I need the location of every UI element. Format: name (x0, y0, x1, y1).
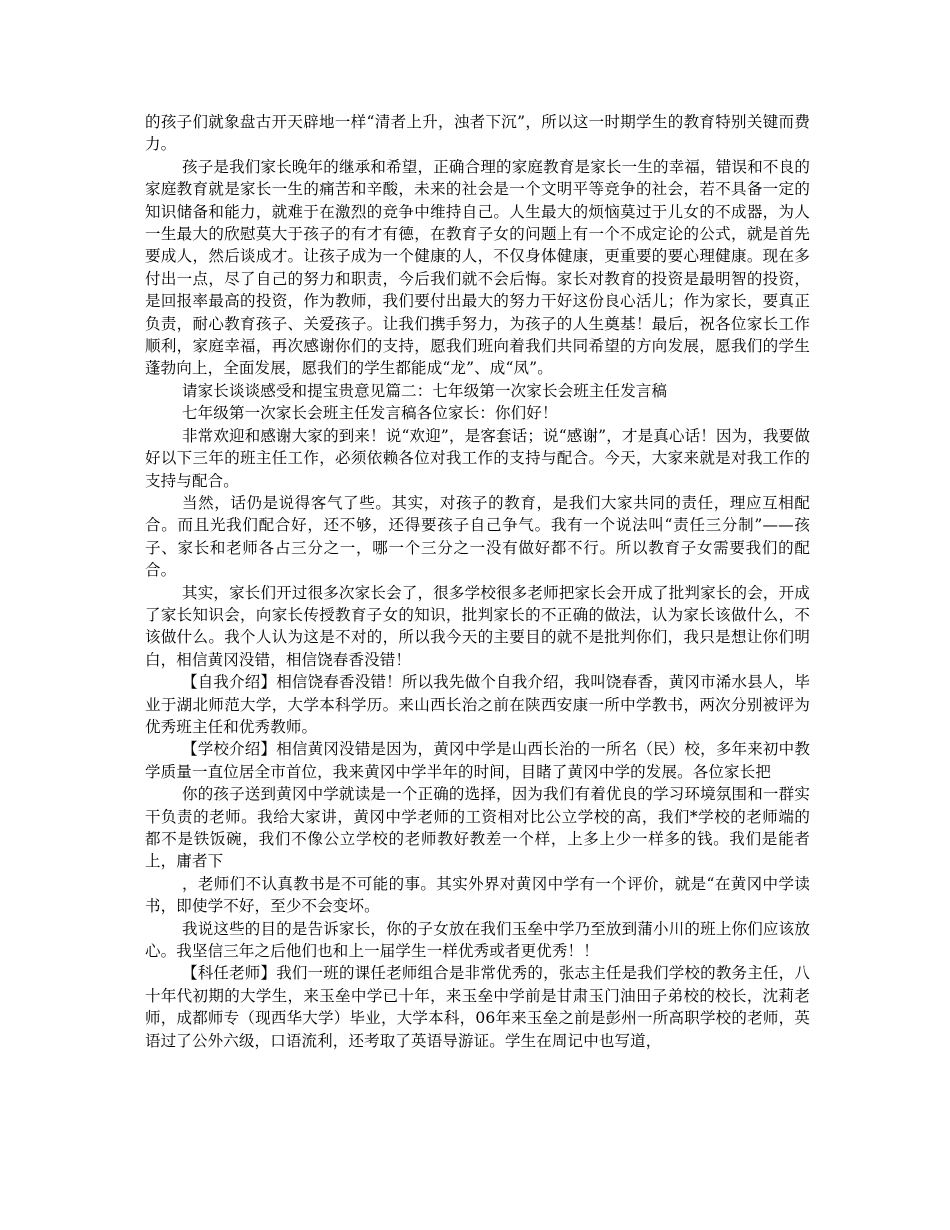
paragraph-self-intro: 【自我介绍】相信饶春香没错！所以我先做个自我介绍，我叫饶春香，黄冈市浠水县人，毕业于湖北师范大学，大学本科学历。来山西长治之前在陕西安康一所中学教书，两次分别被评为优秀班主任和优秀教师。 (145, 673, 810, 736)
speech-title: 七年级第一次家长会班主任发言稿各位家长：你们好！ (182, 404, 558, 423)
paragraph-meetings: 其实，家长们开过很多次家长会了，很多学校很多老师把家长会开成了批判家长的会，开成了家长知识会，向家长传授教育子女的知识，批判家长的不正确的做法，认为家长该做什么，不该做什么。我个人认为这是不对的，所以我今天的主要目的就不是批判你们，我只是想让你们明白，相信黄冈没错，相信饶春香没错！ (145, 583, 810, 669)
document-body (145, 111, 810, 1052)
paragraph-responsibility: 当然，话仍是说得客气了些。其实，对孩子的教育，是我们大家共同的责任，理应互相配合。而且光我们配合好，还不够，还得要孩子自己争气。我有一个说法叫“责任三分制”——孩子、家长和老师各占三分之一，哪一个三分之一没有做好都不行。所以教育子女需要我们的配合。 (145, 493, 810, 580)
paragraph-teachers-note: ，老师们不认真教书是不可能的事。其实外界对黄冈中学有一个评价，就是“在黄冈中学读书，即使学不好，至少不会变坏。 (145, 874, 810, 916)
paragraph-purpose: 我说这些的目的是告诉家长，你的子女放在我们玉垒中学乃至放到蒲小川的班上你们应该放心。我坚信三年之后他们也和上一届学生一样优秀或者更优秀！！ (145, 919, 810, 961)
paragraph-school-choice: 你的孩子送到黄冈中学就读是一个正确的选择，因为我们有着优良的学习环境氛围和一群实干负责的老师。我给大家讲，黄冈中学老师的工资相对比公立学校的高，我们*学校的老师端的都不是铁饭碗，我们不像公立学校的老师教好教差一个样，上多上少一样多的钱。我们是能者上，庸者下 (145, 785, 810, 871)
section-heading: 请家长谈谈感受和提宝贵意见篇二：七年级第一次家长会班主任发言稿 (182, 381, 668, 400)
paragraph-subject-teachers: 【科任老师】我们一班的课任老师组合是非常优秀的，张志主任是我们学校的教务主任，八十年代初期的大学生，来玉垒中学已十年，来玉垒中学前是甘肃玉门油田子弟校的校长，沈莉老师，成都师专（现西华大学）毕业，大学本科，06年来玉垒之前是彭州一所高职学校的老师，英语过了公外六级，口语流利，还考取了英语导游证。学生在周记中也写道， (145, 964, 810, 1050)
paragraph-1: 的孩子们就象盘古开天辟地一样“清者上升，浊者下沉”，所以这一时期学生的教育特别关键而费力。 (145, 113, 810, 154)
paragraph-2: 孩子是我们家长晚年的继承和希望，正确合理的家庭教育是家长一生的幸福，错误和不良的家庭教育就是家长一生的痛苦和辛酸，未来的社会是一个文明平等竞争的社会，若不具备一定的知识储备和能力，就难于在激烈的竞争中维持自己。人生最大的烦恼莫过于儿女的不成器，为人一生最大的欣慰莫大于孩子的有才有德，在教育子女的问题上有一个不成定论的公式，就是首先要成人，然后谈成才。让孩子成为一个健康的人，不仅身体健康，更重要的要心理健康。现在多付出一点，尽了自己的努力和职责，今后我们就不会后悔。家长对教育的投资是最明智的投资，是回报率最高的投资，作为教师，我们要付出最大的努力干好这份良心活儿；作为家长，要真正负责，耐心教育孩子、关爱孩子。让我们携手努力，为孩子的人生奠基！最后，祝各位家长工作顺利，家庭幸福，再次感谢你们的支持，愿我们班向着我们共同希望的方向发展，愿我们的学生蓬勃向上，全面发展，愿我们的学生都能成“龙”、成“凤”。 (145, 157, 810, 378)
paragraph-school-intro: 【学校介绍】相信黄冈没错是因为，黄冈中学是山西长治的一所名（民）校，多年来初中教学质量一直位居全市首位，我来黄冈中学半年的时间，目睹了黄冈中学的发展。各位家长把 (145, 740, 810, 781)
paragraph-welcome: 非常欢迎和感谢大家的到来！说“欢迎”，是客套话；说“感谢”，才是真心话！因为，我要做好以下三年的班主任工作，必须依赖各位对我工作的支持与配合。今天，大家来就是对我工作的支持与配合。 (145, 426, 810, 490)
